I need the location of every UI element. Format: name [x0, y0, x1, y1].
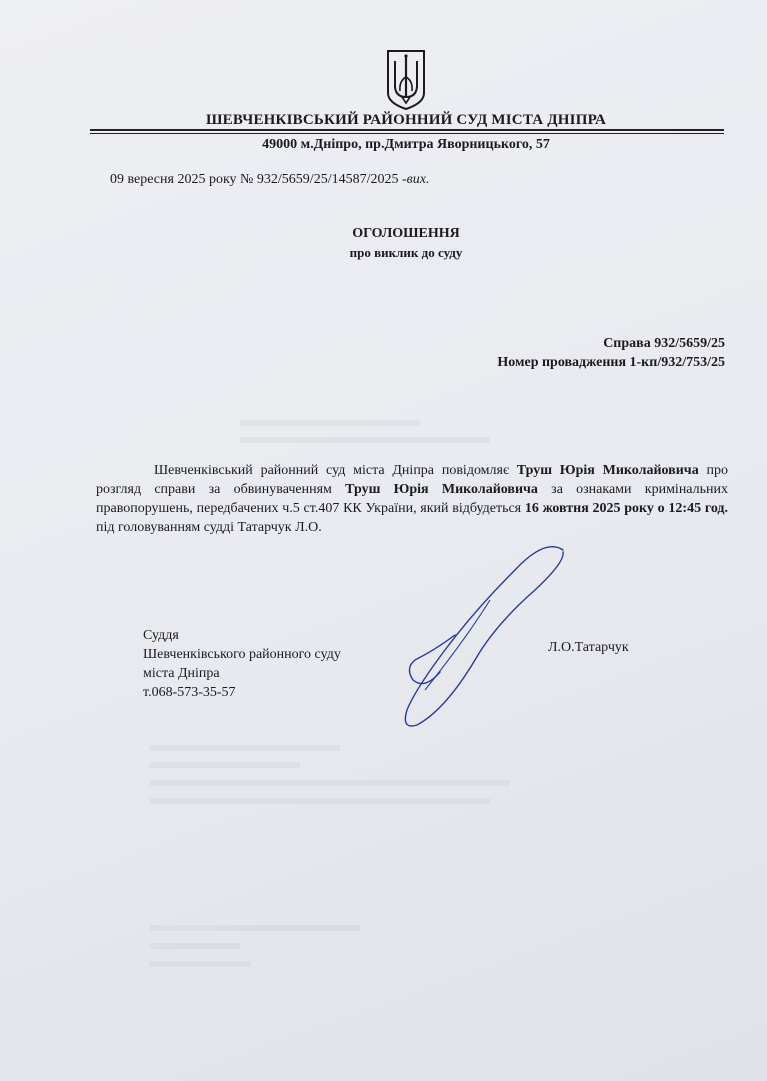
- announcement-body: [96, 461, 728, 537]
- outgoing-date-number: 09 вересня 2025 року № 932/5659/25/14587/2025: [110, 172, 399, 187]
- judge-title: Суддя: [143, 628, 179, 643]
- hearing-datetime: 16 жовтня 2025 року о 12:45 год.: [524, 501, 729, 516]
- body-part-3: за ознаками кримінальних правопорушень, передбачених ч.5 ст.407 КК України, який відбудеться: [96, 482, 728, 516]
- outgoing-suffix: -вих.: [401, 172, 430, 187]
- body-part-4: під головуванням судді Татарчук Л.О.: [96, 520, 322, 535]
- case-info: [497, 334, 725, 372]
- body-part-1: Шевченківський районний суд міста Дніпра повідомляє: [154, 463, 517, 478]
- case-number: Справа 932/5659/25: [603, 336, 725, 351]
- judge-city-line: міста Дніпра: [143, 666, 220, 681]
- header-rule-thin: [90, 133, 724, 134]
- defendant-name-2: Труш Юрія Миколайовича: [345, 482, 538, 497]
- judge-court-line: Шевченківського районного суду: [143, 647, 341, 662]
- judge-block: [143, 626, 341, 702]
- trident-emblem-icon: [384, 47, 428, 113]
- announcement-title: ОГОЛОШЕННЯ: [352, 226, 460, 241]
- announcement-subtitle: про виклик до суду: [349, 245, 463, 260]
- court-name: ШЕВЧЕНКІВСЬКИЙ РАЙОННИЙ СУД МІСТА ДНІПРА: [205, 112, 607, 128]
- defendant-name-1: Труш Юрія Миколайовича: [516, 463, 699, 478]
- body-part-2: про розгляд справи за обвинуваченням: [96, 463, 728, 497]
- handwritten-signature: [395, 540, 575, 740]
- court-address: 49000 м.Дніпро, пр.Дмитра Яворницького, 57: [262, 137, 550, 152]
- proceeding-number: Номер провадження 1-кп/932/753/25: [497, 355, 725, 370]
- header-rule-thick: [90, 129, 724, 131]
- signer-name: Л.О.Татарчук: [548, 640, 629, 655]
- judge-phone: т.068-573-35-57: [143, 685, 236, 700]
- outgoing-number: [110, 172, 429, 188]
